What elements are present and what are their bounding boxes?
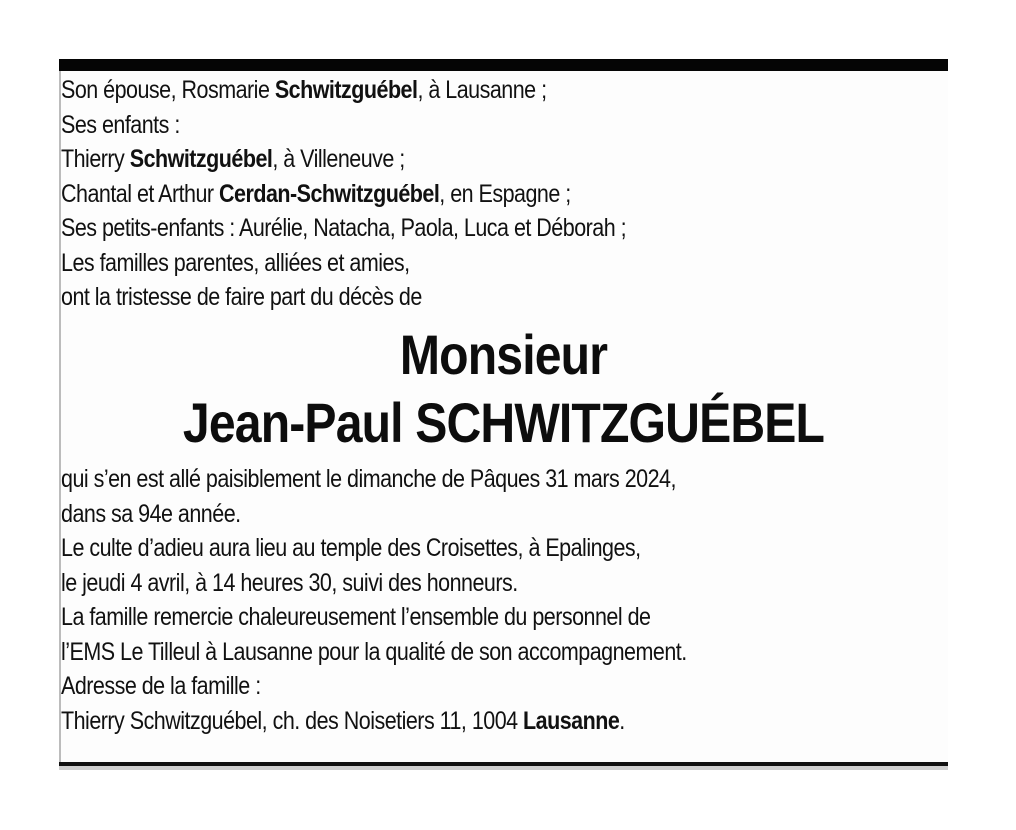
obituary-notice bbox=[59, 59, 948, 770]
intro-line: Thierry Schwitzguébel, à Villeneuve ; bbox=[61, 145, 405, 173]
deceased-title: Monsieur bbox=[399, 323, 608, 386]
details-line: dans sa 94e année. bbox=[61, 499, 241, 528]
details-text bbox=[61, 462, 818, 738]
details-line: le jeudi 4 avril, à 14 heures 30, suivi des honneurs. bbox=[61, 568, 518, 597]
intro-line: Ses enfants : bbox=[61, 110, 180, 139]
deceased-name-block bbox=[59, 321, 948, 457]
details-line: qui s’en est allé paisiblement le dimanche de Pâques 31 mars 2024, bbox=[61, 465, 676, 493]
intro-text bbox=[61, 73, 818, 315]
intro-line: ont la tristesse de faire part du décès de bbox=[61, 283, 422, 311]
bottom-border-shadow bbox=[59, 766, 948, 770]
details-line: La famille remercie chaleureusement l’ensemble du personnel de bbox=[61, 603, 651, 631]
intro-line: Les familles parentes, alliées et amies, bbox=[61, 248, 410, 277]
family-address-line: Thierry Schwitzguébel, ch. des Noisetiers 11, 1004 Lausanne. bbox=[61, 706, 625, 735]
intro-line: Chantal et Arthur Cerdan-Schwitzguébel, en Espagne ; bbox=[61, 179, 571, 208]
intro-line: Ses petits-enfants : Aurélie, Natacha, Paola, Luca et Déborah ; bbox=[61, 214, 627, 242]
details-line: Adresse de la famille : bbox=[61, 672, 261, 700]
intro-line: Son épouse, Rosmarie Schwitzguébel, à Lausanne ; bbox=[61, 76, 547, 104]
deceased-name: Jean-Paul SCHWITZGUÉBEL bbox=[182, 391, 825, 454]
details-line: Le culte d’adieu aura lieu au temple des Croisettes, à Epalinges, bbox=[61, 534, 641, 562]
top-border bbox=[59, 59, 948, 71]
details-line: l’EMS Le Tilleul à Lausanne pour la qualité de son accompagnement. bbox=[61, 637, 687, 666]
